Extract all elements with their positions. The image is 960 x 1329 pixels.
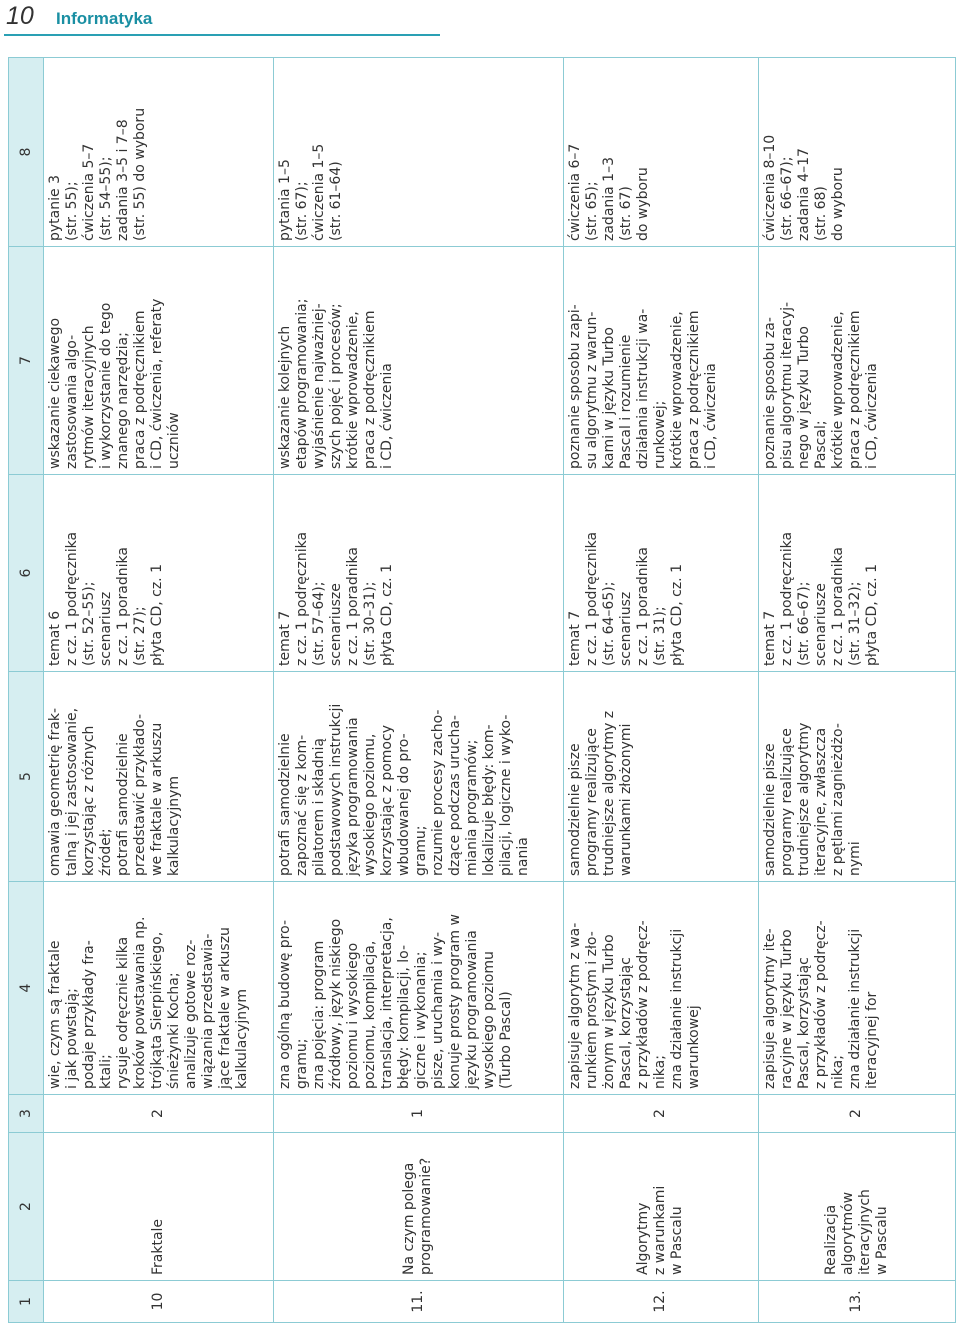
methods: wskazanie kolejnych etapów programowania; wyjaśnienie najważniej- szych pojęć i procesów; krótkie wprowadzenie, praca z podręcznikiem i CD, ćwiczenia <box>273 247 563 475</box>
header-rule <box>4 34 440 36</box>
lesson-plan-table <box>8 57 956 1323</box>
methods: poznanie sposobu za- pisu algorytmu iteracyj- nego w języku Turbo Pascal; krótkie wprowadzenie, praca z podręcznikiem i CD, ćwiczenia <box>758 247 955 475</box>
materials: temat 7 z cz. 1 podręcznika (str. 64–65); scenariusz z cz. 1 poradnika (str. 31); płyta CD, cz. 1 <box>563 475 758 672</box>
lesson-hours: 2 <box>758 1095 955 1133</box>
materials: temat 6 z cz. 1 podręcznika (str. 52–55); scenariusz z cz. 1 poradnika (str. 27); płyta CD, cz. 1 <box>44 475 274 672</box>
lesson-number: 12. <box>563 1281 758 1323</box>
basic-goals: wie, czym są fraktale i jak powstają; podaje przykłady fra- ktali; rysuje odręcznie kilka kroków powstawania np. trójkąta Sierpińskiego, śnieżynki Kocha; analizuje gotowe roz- wiązania przedstawia- jące fraktale w arkuszu kalkulacyjnym <box>44 882 274 1095</box>
tasks: ćwiczenia 6–7 (str. 65); zadania 1–3 (str. 67) do wyboru <box>563 58 758 247</box>
basic-goals: zapisuje algorytmy ite- racyjne w języku Turbo Pascal, korzystając z przykładów z podręcz- nika; zna działanie instrukcji iteracyjnej for <box>758 882 955 1095</box>
table-row <box>563 58 758 1323</box>
column-header-1: 1 <box>9 1281 44 1323</box>
lesson-title: Na czym polega programowanie? <box>273 1133 563 1281</box>
section-title: Informatyka <box>56 9 153 28</box>
column-header-3: 3 <box>9 1095 44 1133</box>
extended-goals: potrafi samodzielnie zapoznać się z kom- pilatorem i składnią podstawowych instrukcji języka programowania wysokiego poziomu, korzystając z pomocy wbudowanej do pro- gramu; rozumie procesy zacho- dzące podczas urucha- miania programów; lokalizuje błędy: kom- pilacji, logiczne i wyko- nania <box>273 672 563 882</box>
lesson-hours: 1 <box>273 1095 563 1133</box>
methods: poznanie sposobu zapi- su algorytmu z warun- kami w języku Turbo Pascal i rozumienie działania instrukcji wa- runkowej; krótkie wprowadzenie, praca z podręcznikiem i CD, ćwiczenia <box>563 247 758 475</box>
column-header-5: 5 <box>9 672 44 882</box>
lesson-title: Fraktale <box>44 1133 274 1281</box>
tasks: ćwiczenia 8–10 (str. 66–67); zadania 4–17 (str. 68) do wyboru <box>758 58 955 247</box>
tasks: pytania 1–5 (str. 67); ćwiczenia 1–5 (str. 61–64) <box>273 58 563 247</box>
table-row <box>44 58 274 1323</box>
methods: wskazanie ciekawego zastosowania algo- rytmów iteracyjnych i wykorzystanie do tego znanego narzędzia; praca z podręcznikiem i CD, ćwiczenia, referaty uczniów <box>44 247 274 475</box>
basic-goals: zapisuje algorytm z wa- runkiem prostym i zło- żonym w języku Turbo Pascal, korzystając z przykładów z podręcz- nika; zna działanie instrukcji warunkowej <box>563 882 758 1095</box>
materials: temat 7 z cz. 1 podręcznika (str. 66–67); scenariusze z cz. 1 poradnika (str. 31–32); płyta CD, cz. 1 <box>758 475 955 672</box>
extended-goals: samodzielnie pisze programy realizujące trudniejsze algorytmy iteracyjne, zwłaszcza z pętlami zagnieżdżo- nymi <box>758 672 955 882</box>
column-header-6: 6 <box>9 475 44 672</box>
page-header <box>0 0 960 40</box>
extended-goals: omawia geometrię frak- talną i jej zastosowanie, korzystając z różnych źródeł; potrafi samodzielnie przedstawić przykłado- we fraktale w arkuszu kalkulacyjnym <box>44 672 274 882</box>
column-header-7: 7 <box>9 247 44 475</box>
extended-goals: samodzielnie pisze programy realizujące trudniejsze algorytmy z warunkami złożonymi <box>563 672 758 882</box>
lesson-number: 11. <box>273 1281 563 1323</box>
column-header-4: 4 <box>9 882 44 1095</box>
page-number: 10 <box>6 2 34 30</box>
lesson-hours: 2 <box>44 1095 274 1133</box>
lesson-number: 13. <box>758 1281 955 1323</box>
column-header-8: 8 <box>9 58 44 247</box>
materials: temat 7 z cz. 1 podręcznika (str. 57–64); scenariusze z cz. 1 poradnika (str. 30–31); płyta CD, cz. 1 <box>273 475 563 672</box>
table-row <box>273 58 563 1323</box>
column-header-2: 2 <box>9 1133 44 1281</box>
lesson-number: 10 <box>44 1281 274 1323</box>
tasks: pytanie 3 (str. 55); ćwiczenia 5–7 (str. 54–55); zadania 3–5 i 7–8 (str. 55) do wyboru <box>44 58 274 247</box>
table-row <box>758 58 955 1323</box>
lesson-title: Realizacja algorytmów iteracyjnych w Pascalu <box>758 1133 955 1281</box>
rotated-table-wrapper <box>8 58 956 1323</box>
basic-goals: zna ogólną budowę pro- gramu; zna pojęcia: program źródłowy, język niskiego poziomu i wysokiego poziomu, kompilacja, translacja, interpretacja, błędy: kompilacji, lo- giczne i wykonania; pisze, uruchamia i wy- konuje prosty program w języku programowania wysokiego poziomu (Turbo Pascal) <box>273 882 563 1095</box>
lesson-title: Algorytmy z warunkami w Pascalu <box>563 1133 758 1281</box>
column-header-row <box>9 58 44 1323</box>
lesson-hours: 2 <box>563 1095 758 1133</box>
